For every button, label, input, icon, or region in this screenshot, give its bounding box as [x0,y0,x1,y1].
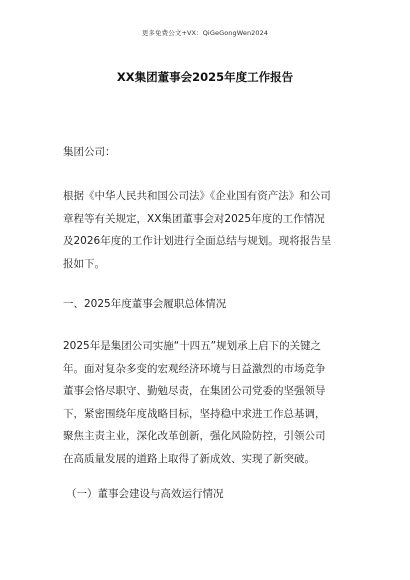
section-heading: 一、2025年度董事会履职总体情况 [63,298,227,310]
paragraph-line: 章程等有关规定，XX集团董事会对2025年度的工作情况 [63,212,325,225]
body-paragraph [63,335,357,470]
paragraph-line: 在高质量发展的道路上取得了新成效、实现了新突破。 [63,452,315,465]
paragraph-line: 2025年是集团公司实施“十四五”规划承上启下的关键之 [63,340,322,352]
paragraph-line: 根据《中华人民共和国公司法》《企业国有资产法》和公司 [63,190,331,202]
paragraph-line: 年。面对复杂多变的宏观经济环境与日益激烈的市场竞争 [63,362,326,375]
paragraph-line: 及2026年度的工作计划进行全面总结与规划。现将报告呈 [63,235,332,247]
paragraph-line: 报如下。 [63,257,105,270]
header-note: 更多免费公文+VX：QiGeGongWen2024 [141,29,269,37]
paragraph-line: 聚焦主责主业，深化改革创新，强化风险防控，引领公司 [63,430,326,442]
subsection-heading: （一）董事会建设与高效运行情况 [66,488,224,500]
intro-paragraph [63,185,357,275]
paragraph-line: 董事会恪尽职守、勤勉尽责，在集团公司党委的坚强领导 [63,385,326,397]
salutation: 集团公司： [63,146,116,158]
paragraph-line: 下，紧密围绕年度战略目标，坚持稳中求进工作总基调， [63,407,326,420]
document-title: XX集团董事会2025年度工作报告 [116,70,294,84]
